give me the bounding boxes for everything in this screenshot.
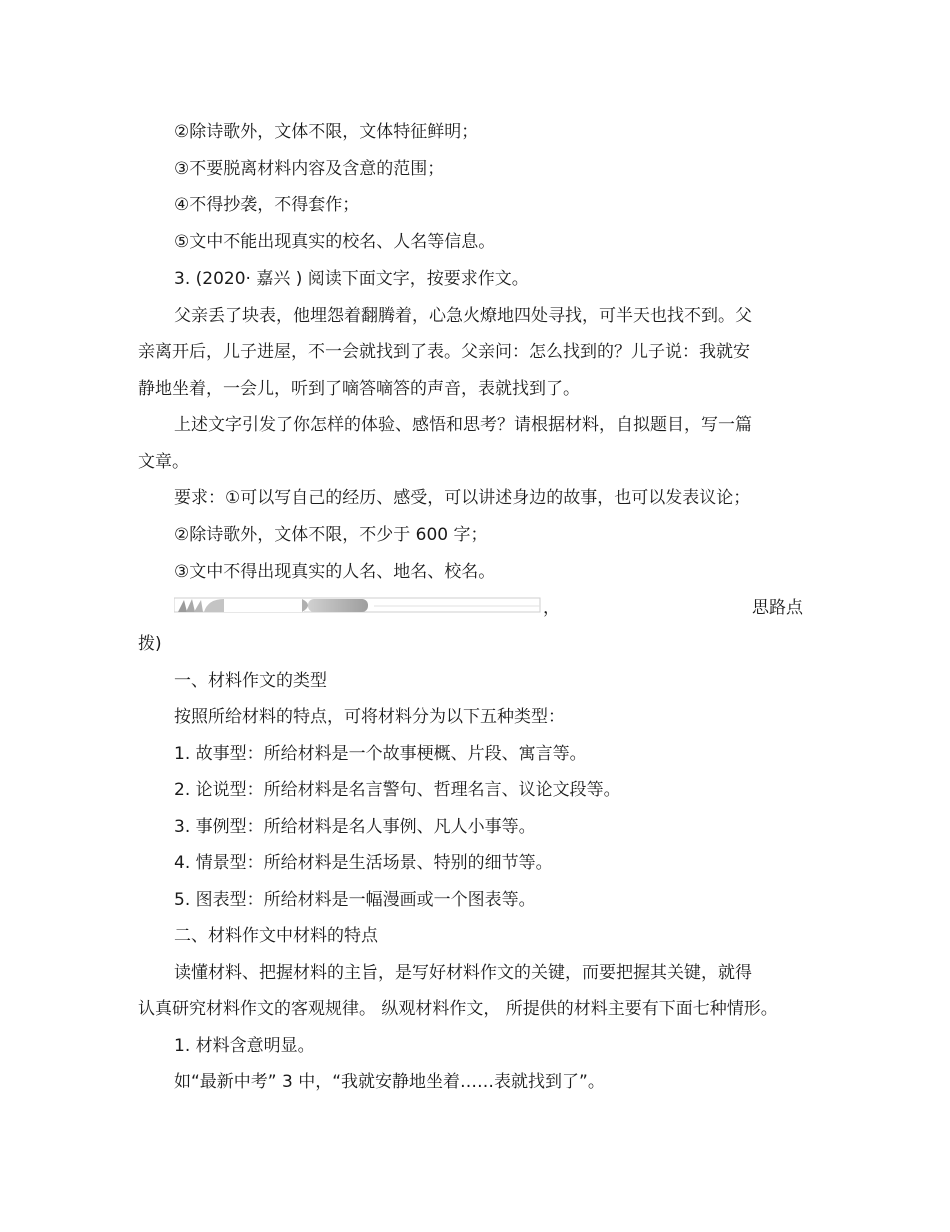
banner-comma: ， [543, 598, 560, 618]
line-13: ③文中不得出现真实的人名、地名、校名。 [174, 562, 496, 582]
type-item-1: 1. 故事型：所给材料是一个故事梗概、片段、寓言等。 [174, 744, 587, 764]
line-10: 文章。 [138, 452, 189, 472]
line-4: ⑤文中不能出现真实的校名、人名等信息。 [174, 232, 496, 252]
section-banner-icon [174, 596, 544, 614]
line-2: ③不要脱离材料内容及含意的范围； [174, 159, 445, 179]
line-26: 1. 材料含意明显。 [174, 1036, 315, 1056]
line-7: 亲离开后，儿子进屋，不一会就找到了表。父亲问：怎么找到的？儿子说：我就安 [138, 342, 750, 362]
line-6: 父亲丢了块表，他埋怨着翻腾着，心急火燎地四处寻找，可半天也找不到。父 [174, 306, 752, 326]
line-3: ④不得抄袭，不得套作； [174, 195, 360, 215]
line-12: ②除诗歌外，文体不限，不少于 600 字； [174, 525, 488, 545]
question-3-heading: 3. (2020· 嘉兴 ) 阅读下面文字，按要求作文。 [174, 269, 529, 289]
section-heading-1: 一、材料作文的类型 [174, 671, 327, 691]
line-11: 要求：①可以写自己的经历、感受，可以讲述身边的故事，也可以发表议论； [174, 488, 751, 508]
type-item-2: 2. 论说型：所给材料是名言警句、哲理名言、议论文段等。 [174, 780, 621, 800]
line-9: 上述文字引发了你怎样的体验、感悟和思考？请根据材料，自拟题目，写一篇 [174, 415, 752, 435]
line-24: 读懂材料、把握材料的主旨，是写好材料作文的关键，而要把握其关键，就得 [174, 963, 752, 983]
line-17: 按照所给材料的特点，可将材料分为以下五种类型： [174, 707, 565, 727]
line-27: 如“最新中考” 3 中，“我就安静地坐着……表就找到了”。 [174, 1072, 605, 1092]
type-item-3: 3. 事例型：所给材料是名人事例、凡人小事等。 [174, 817, 536, 837]
line-1: ②除诗歌外，文体不限，文体特征鲜明； [174, 122, 479, 142]
line-8: 静地坐着，一会儿，听到了嘀答嘀答的声音，表就找到了。 [138, 379, 580, 399]
type-item-4: 4. 情景型：所给材料是生活场景、特别的细节等。 [174, 853, 553, 873]
type-item-5: 5. 图表型：所给材料是一幅漫画或一个图表等。 [174, 890, 536, 910]
line-15: 拨) [138, 634, 162, 654]
section-heading-2: 二、材料作文中材料的特点 [174, 926, 378, 946]
line-25: 认真研究材料作文的客观规律。 纵观材料作文， 所提供的材料主要有下面七种情形。 [138, 999, 778, 1019]
banner-label-right: 思路点 [752, 598, 803, 618]
